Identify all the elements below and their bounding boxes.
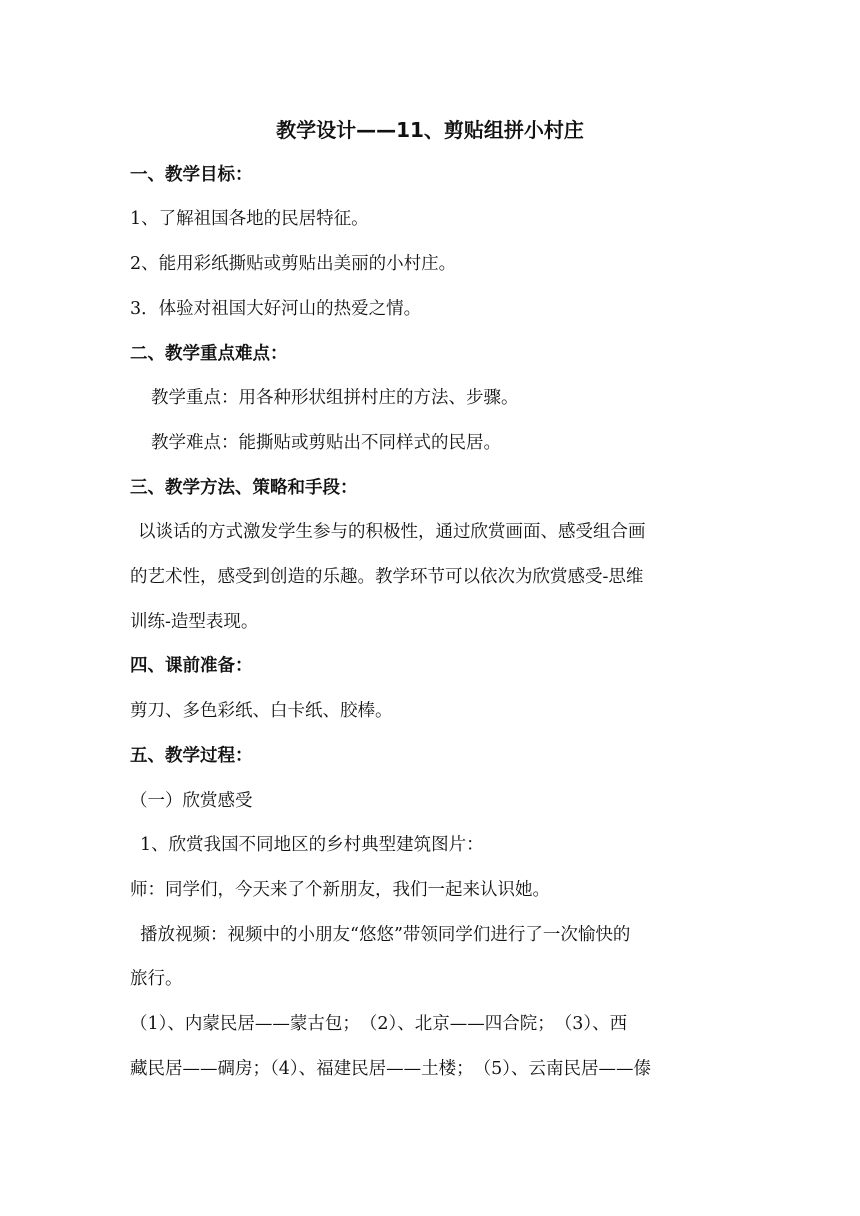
goal-item: 1、了解祖国各地的民居特征。 (130, 209, 369, 230)
methods-line: 以谈话的方式激发学生参与的积极性，通过欣赏画面、感受组合画 (138, 522, 646, 543)
dwelling-line: （1）、内蒙民居——蒙古包； （2）、北京——四合院； （3）、西 (130, 1014, 628, 1035)
video-line: 旅行。 (130, 969, 183, 990)
document-body (130, 108, 730, 1091)
video-line: 播放视频：视频中的小朋友“悠悠”带领同学们进行了一次愉快的 (140, 924, 631, 945)
methods-line: 的艺术性，感受到创造的乐趣。教学环节可以依次为欣赏感受-思维 (130, 567, 644, 588)
goal-item: 2、能用彩纸撕贴或剪贴出美丽的小村庄。 (130, 254, 457, 275)
goal-item: 3．体验对祖国大好河山的热爱之情。 (130, 298, 422, 319)
section-heading-key-points: 二、教学重点难点： (130, 343, 288, 364)
dwelling-line: 藏民居——碉房；（4）、福建民居——土楼； （5）、云南民居——傣 (130, 1058, 652, 1079)
process-subheading: （一）欣赏感受 (130, 790, 253, 811)
section-heading-preparation: 四、课前准备： (130, 656, 253, 677)
section-heading-process: 五、教学过程： (130, 745, 253, 766)
page-title: 教学设计——11、剪贴组拼小村庄 (276, 118, 584, 142)
key-point-focus: 教学重点：用各种形状组拼村庄的方法、步骤。 (151, 388, 519, 409)
process-step: 1、欣赏我国不同地区的乡村典型建筑图片： (140, 835, 484, 856)
methods-line: 训练-造型表现。 (130, 611, 259, 632)
teacher-line: 师：同学们，今天来了个新朋友，我们一起来认识她。 (130, 879, 550, 900)
section-heading-goals: 一、教学目标： (130, 164, 253, 185)
preparation-text: 剪刀、多色彩纸、白卡纸、胶棒。 (130, 701, 393, 722)
key-point-difficulty: 教学难点：能撕贴或剪贴出不同样式的民居。 (151, 432, 501, 453)
section-heading-methods: 三、教学方法、策略和手段： (130, 477, 358, 498)
